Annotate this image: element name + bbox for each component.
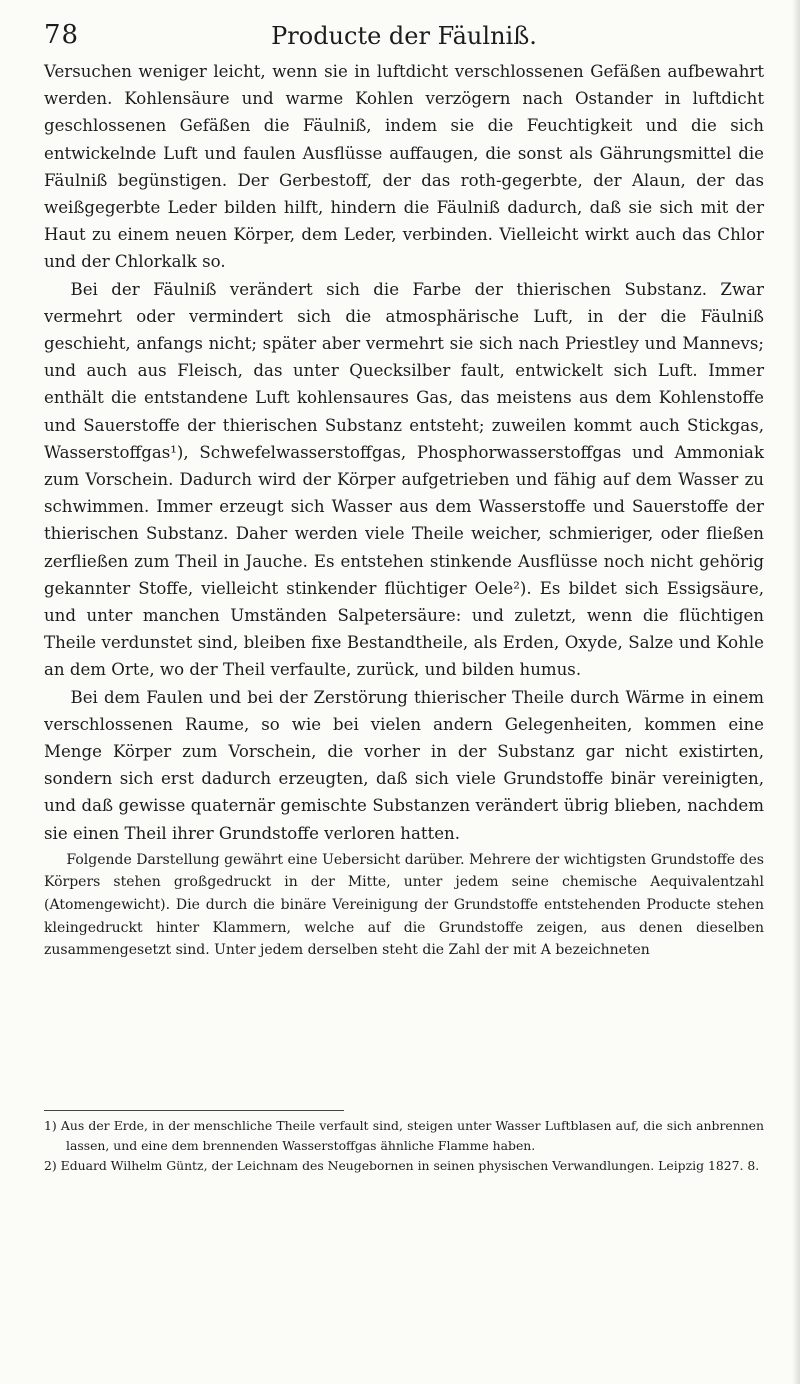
footnote-rule <box>44 1110 344 1111</box>
paragraph: Bei dem Faulen und bei der Zerstörung thierischer Theile durch Wärme in einem verschlossenen Raume, so wie bei vielen andern Gelegenheiten, kommen eine Menge Körper zum Vorschein, die vorher in der Substanz gar nicht existirten, sondern sich erst dadurch erzeugten, daß sich viele Grundstoffe binär vereinigten, und daß gewisse quaternär gemischte Substanzen verändert übrig blieben, nachdem sie einen Theil ihrer Grundstoffe verloren hatten. <box>44 687 764 843</box>
footnotes <box>44 1116 764 1177</box>
page-number: 78 <box>44 20 80 50</box>
small-print-paragraph: Folgende Darstellung gewährt eine Uebersicht darüber. Mehrere der wichtigsten Grundstoffe des Körpers stehen großgedruckt in der Mitte, unter jedem seine chemische Aequivalentzahl (Atomengewicht). Die durch die binäre Vereinigung der Grundstoffe entstehenden Producte stehen kleingedruckt hinter Klammern, welche auf die Grundstoffe zeigen, aus denen dieselben zusammengesetzt sind. Unter jedem derselben steht die Zahl der mit A bezeichneten <box>44 851 764 959</box>
page-header <box>44 14 764 54</box>
page-edge-shadow <box>792 0 800 1384</box>
body-text <box>44 58 764 962</box>
paragraph: Versuchen weniger leicht, wenn sie in luftdicht verschlossenen Gefäßen aufbewahrt werden. Kohlensäure und warme Kohlen verzögern nach Ostander in luftdicht geschlossenen Gefäßen die Fäulniß, indem sie die Feuchtigkeit und die sich entwickelnde Luft und faulen Ausflüsse auffaugen, die sonst als Gährungsmittel die Fäulniß begünstigen. Der Gerbestoff, der das roth-gegerbte, der Alaun, der das weißgegerbte Leder bilden hilft, hindern die Fäulniß dadurch, daß sie sich mit der Haut zu einem neuen Körper, dem Leder, verbinden. Vielleicht wirkt auch das Chlor und der Chlorkalk so. <box>44 62 764 272</box>
footnote: 1) Aus der Erde, in der menschliche Theile verfault sind, steigen unter Wasser Luftblasen auf, die sich anbrennen lassen, und eine dem brennenden Wasserstoffgas ähnliche Flamme haben. <box>44 1118 764 1154</box>
paragraph: Bei der Fäulniß verändert sich die Farbe der thierischen Substanz. Zwar vermehrt oder vermindert sich die atmosphärische Luft, in der die Fäulniß geschieht, anfangs nicht; später aber vermehrt sie sich nach Priestley und Mannevs; und auch aus Fleisch, das unter Quecksilber fault, entwickelt sich Luft. Immer enthält die entstandene Luft kohlensaures Gas, das meistens aus dem Kohlenstoffe und Sauerstoffe der thierischen Substanz entsteht; zuweilen kommt auch Stickgas, Wasserstoffgas¹), Schwefelwasserstoffgas, Phosphorwasserstoffgas und Ammoniak zum Vorschein. Dadurch wird der Körper aufgetrieben und fähig auf dem Wasser zu schwimmen. Immer erzeugt sich Wasser aus dem Wasserstoffe und Sauerstoffe der thierischen Substanz. Daher werden viele Theile weicher, schmieriger, oder fließen zerfließen zum Theil in Jauche. Es entstehen stinkende Ausflüsse noch nicht gehörig gekannter Stoffe, vielleicht stinkender flüchtiger Oele²). Es bildet sich Essigsäure, und unter manchen Umständen Salpetersäure: und zuletzt, wenn die flüchtigen Theile verdunstet sind, bleiben fixe Bestandtheile, als Erden, Oxyde, Salze und Kohle an dem Orte, wo der Theil verfaulte, zurück, und bilden humus. <box>44 279 764 680</box>
running-head: Producte der Fäulniß. <box>271 22 537 50</box>
footnote: 2) Eduard Wilhelm Güntz, der Leichnam des Neugebornen in seinen physischen Verwandlungen. Leipzig 1827. 8. <box>44 1158 760 1174</box>
